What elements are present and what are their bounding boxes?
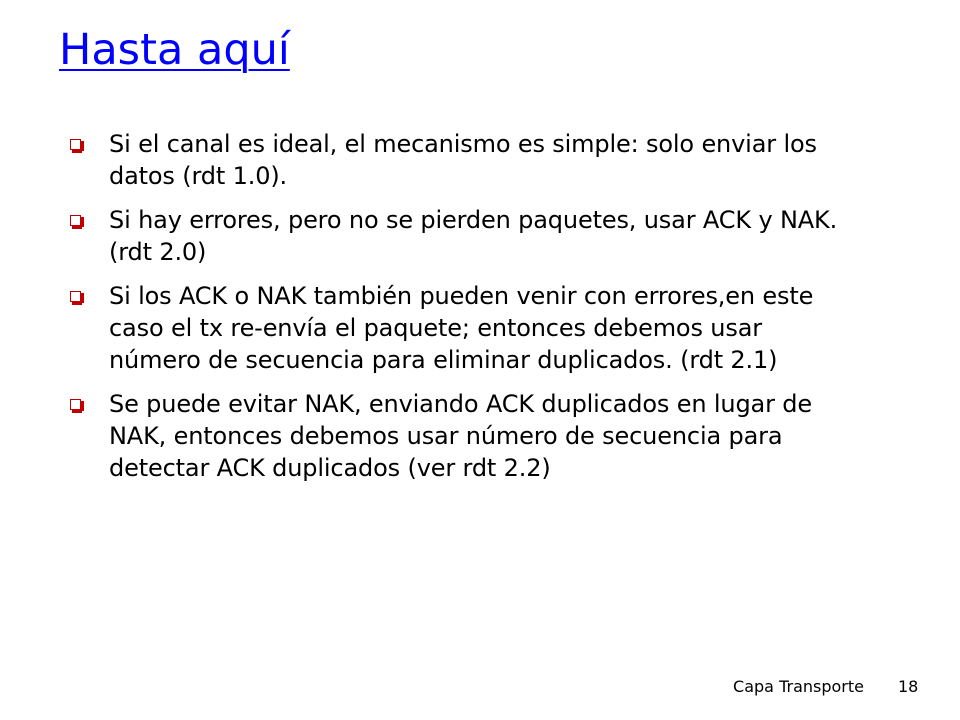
bullet-item [70, 128, 840, 192]
square-bullet-icon [70, 399, 81, 410]
footer-section-title: Capa Transporte [733, 677, 864, 696]
square-bullet-icon [70, 291, 81, 302]
slide-title: Hasta aquí [59, 25, 290, 75]
bullet-text: Se puede evitar NAK, enviando ACK duplicados en lugar de NAK, entonces debemos usar número de secuencia para detectar ACK duplicados (ver rdt 2.2) [109, 390, 813, 482]
square-bullet-icon [70, 215, 81, 226]
bullet-item [70, 280, 840, 376]
bullet-item [70, 388, 840, 484]
page-number: 18 [898, 677, 919, 696]
bullet-text: Si los ACK o NAK también pueden venir con errores,en este caso el tx re-envía el paquete; entonces debemos usar número de secuencia para eliminar duplicados. (rdt 2.1) [109, 282, 814, 374]
bullet-text: Si hay errores, pero no se pierden paquetes, usar ACK y NAK. (rdt 2.0) [109, 206, 838, 266]
bullet-item [70, 204, 840, 268]
bullet-text: Si el canal es ideal, el mecanismo es simple: solo enviar los datos (rdt 1.0). [109, 130, 817, 190]
bullet-list [70, 128, 840, 496]
square-bullet-icon [70, 139, 81, 150]
